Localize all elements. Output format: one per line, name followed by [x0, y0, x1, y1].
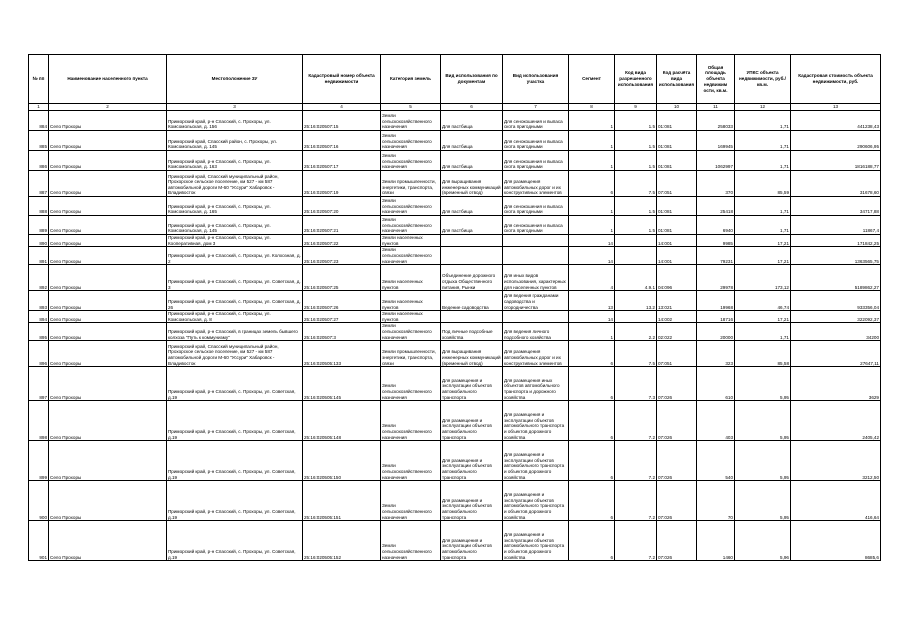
table-row — [29, 171, 881, 197]
column-number: 12 — [735, 104, 791, 111]
settlement-name-cell: Село Прохоры — [49, 291, 167, 311]
land-category-cell: Земли сельскохозяйственного назначения — [381, 401, 441, 441]
area-cell: 1062997 — [697, 151, 735, 171]
actual-use-cell: Для иных видов использования, характерных для населенных пунктов — [503, 265, 569, 291]
row-number-cell: 888 — [29, 197, 49, 216]
segment-cell: 14 — [569, 247, 615, 265]
upks-value-cell: 1,71 — [735, 197, 791, 216]
settlement-name-cell: Село Прохоры — [49, 235, 167, 247]
permitted-use-code-cell: 7.2 — [615, 441, 657, 481]
area-cell: 25418 — [697, 197, 735, 216]
actual-use-cell: Для сенокошения и выпаса скота пригодными — [503, 131, 569, 151]
column-number: 7 — [503, 104, 569, 111]
cadastral-number-cell: 25:16:020507:20 — [303, 197, 381, 216]
table-row — [29, 521, 881, 561]
use-by-documents-cell: Для пастбища — [441, 131, 503, 151]
use-by-documents-cell: Для выращивания инженерных коммуникаций (временный отвод) — [441, 341, 503, 367]
header-cell: Вид использования участка — [503, 55, 569, 104]
use-calc-code-cell: 07:026 — [657, 481, 697, 521]
column-number: 2 — [49, 104, 167, 111]
use-by-documents-cell — [441, 235, 503, 247]
settlement-name-cell: Село Прохоры — [49, 441, 167, 481]
actual-use-cell: Для размещения автомобильных дорог и их конструктивных элементов — [503, 341, 569, 367]
segment-cell: 6 — [569, 367, 615, 401]
header-cell: Наименование населенного пункта — [49, 55, 167, 104]
use-by-documents-cell: Под личные подсобные хозяйства — [441, 323, 503, 341]
settlement-name-cell: Село Прохоры — [49, 151, 167, 171]
segment-cell: 14 — [569, 311, 615, 323]
permitted-use-code-cell: 4.9.1 — [615, 265, 657, 291]
location-cell: Приморский край, Спасский муниципальный район, Прохорское сельское поселение, км 527 - км 587 автомобильной дороги М-60 "Уссури" Хабаровск - Владивосток — [167, 341, 303, 367]
use-by-documents-cell: Для пастбища — [441, 197, 503, 216]
settlement-name-cell: Село Прохоры — [49, 131, 167, 151]
segment-cell: 1 — [569, 131, 615, 151]
upks-value-cell: 17,21 — [735, 311, 791, 323]
settlement-name-cell: Село Прохоры — [49, 247, 167, 265]
header-cell: Сегмент — [569, 55, 615, 104]
location-cell: Приморский край, р-н Спасский, с. Прохоры, ул. Советская, д.19 — [167, 481, 303, 521]
column-number: 5 — [381, 104, 441, 111]
column-number: 9 — [615, 104, 657, 111]
table-row — [29, 311, 881, 323]
upks-value-cell: 85,58 — [735, 341, 791, 367]
upks-value-cell: 5,95 — [735, 441, 791, 481]
cadastral-value-cell: 171842,25 — [791, 235, 881, 247]
location-cell: Приморский край, р-н Спасский, с. Прохоры, ул. Комсомольская, д. 145 — [167, 216, 303, 235]
actual-use-cell: Для сенокошения и выпаса скота пригодными — [503, 216, 569, 235]
table-row — [29, 151, 881, 171]
land-category-cell: Земли сельскохозяйственного назначения — [381, 367, 441, 401]
cadastral-value-cell: 3629 — [791, 367, 881, 401]
cadastral-number-cell: 25:16:020507:3 — [303, 323, 381, 341]
location-cell: Приморский край, р-н Спасский, с. Прохоры, ул. Комсомольская, д. 163 — [167, 151, 303, 171]
land-category-cell: Земли населенных пунктов — [381, 311, 441, 323]
land-category-cell: Земли сельскохозяйственного назначения — [381, 247, 441, 265]
cadastral-number-cell: 25:16:020507:26 — [303, 291, 381, 311]
area-cell: 79231 — [697, 247, 735, 265]
land-category-cell: Земли промышленности, энергетики, транспорта, связи — [381, 171, 441, 197]
cadastral-number-cell: 25:16:020507:27 — [303, 311, 381, 323]
cadastral-number-cell: 25:16:020507:15 — [303, 111, 381, 131]
use-calc-code-cell: 01:081 — [657, 131, 697, 151]
table-header-row — [29, 55, 881, 104]
upks-value-cell: 85,59 — [735, 171, 791, 197]
use-by-documents-cell: Для выращивания инженерных коммуникаций (временный отвод) — [441, 171, 503, 197]
actual-use-cell: Для размещения автомобильных дорог и их конструктивных элементов — [503, 171, 569, 197]
use-calc-code-cell: 07:026 — [657, 521, 697, 561]
upks-value-cell: 46,74 — [735, 291, 791, 311]
use-calc-code-cell: 01:081 — [657, 151, 697, 171]
permitted-use-code-cell: 1.5 — [615, 197, 657, 216]
upks-value-cell: 1,71 — [735, 131, 791, 151]
row-number-cell: 898 — [29, 401, 49, 441]
table-row — [29, 481, 881, 521]
segment-cell: 13 — [569, 291, 615, 311]
settlement-name-cell: Село Прохоры — [49, 216, 167, 235]
land-category-cell: Земли сельскохозяйственного назначения — [381, 521, 441, 561]
cadastral-value-cell: 34200 — [791, 323, 881, 341]
use-calc-code-cell: 14:001 — [657, 235, 697, 247]
settlement-name-cell: Село Прохоры — [49, 265, 167, 291]
actual-use-cell: Для размещения иных объектов автомобильного транспорта и дорожного хозяйства — [503, 367, 569, 401]
table-row — [29, 441, 881, 481]
use-by-documents-cell: Ведение садоводства — [441, 291, 503, 311]
row-number-cell: 886 — [29, 151, 49, 171]
segment-cell: 6 — [569, 441, 615, 481]
area-cell: 9985 — [697, 235, 735, 247]
permitted-use-code-cell: 1.5 — [615, 216, 657, 235]
header-cell: Кадастровая стоимость объекта недвижимости, руб. — [791, 55, 881, 104]
table-row — [29, 323, 881, 341]
table-row — [29, 291, 881, 311]
cadastral-table — [28, 54, 881, 561]
location-cell: Приморский край, р-н Спасский, с. Прохоры, ул. Советская, д.19 — [167, 441, 303, 481]
row-number-cell: 893 — [29, 291, 49, 311]
area-cell: 370 — [697, 171, 735, 197]
permitted-use-code-cell: 1.5 — [615, 151, 657, 171]
land-category-cell: Земли населенных пунктов — [381, 291, 441, 311]
cadastral-number-cell: 25:16:020505:148 — [303, 401, 381, 441]
upks-value-cell: 17,21 — [735, 247, 791, 265]
location-cell: Приморский край, р-н Спасский, с. Прохоры, ул. Советская, д.19 — [167, 401, 303, 441]
segment-cell: 6 — [569, 481, 615, 521]
settlement-name-cell: Село Прохоры — [49, 401, 167, 441]
use-calc-code-cell: 07:051 — [657, 341, 697, 367]
row-number-cell: 885 — [29, 131, 49, 151]
land-category-cell: Земли населенных пунктов — [381, 265, 441, 291]
settlement-name-cell: Село Прохоры — [49, 111, 167, 131]
header-cell: Общая площадь объекта недвижим ости, кв.м. — [697, 55, 735, 104]
column-number: 11 — [697, 104, 735, 111]
land-category-cell: Земли сельскохозяйственного назначения — [381, 111, 441, 131]
cadastral-value-cell: 933356,04 — [791, 291, 881, 311]
upks-value-cell: 5,95 — [735, 401, 791, 441]
cadastral-value-cell: 31678,60 — [791, 171, 881, 197]
row-number-cell: 884 — [29, 111, 49, 131]
settlement-name-cell: Село Прохоры — [49, 341, 167, 367]
cadastral-value-cell: 8685,6 — [791, 521, 881, 561]
segment-cell: 14 — [569, 235, 615, 247]
column-number: 6 — [441, 104, 503, 111]
use-calc-code-cell: 02:022 — [657, 323, 697, 341]
permitted-use-code-cell: 7.5 — [615, 171, 657, 197]
row-number-cell: 897 — [29, 367, 49, 401]
area-cell: 19968 — [697, 291, 735, 311]
upks-value-cell: 5,95 — [735, 481, 791, 521]
table-row — [29, 111, 881, 131]
header-cell: Код вида разрешенного использования — [615, 55, 657, 104]
row-number-cell: 896 — [29, 341, 49, 367]
header-cell: № пп — [29, 55, 49, 104]
use-calc-code-cell: 01:081 — [657, 111, 697, 131]
upks-value-cell: 1,71 — [735, 151, 791, 171]
permitted-use-code-cell: 7.5 — [615, 341, 657, 367]
table-row — [29, 197, 881, 216]
use-calc-code-cell: 14:001 — [657, 247, 697, 265]
permitted-use-code-cell: 1.5 — [615, 131, 657, 151]
cadastral-number-cell: 25:16:020507:22 — [303, 235, 381, 247]
row-number-cell: 891 — [29, 247, 49, 265]
land-category-cell: Земли сельскохозяйственного назначения — [381, 323, 441, 341]
use-by-documents-cell: Для пастбища — [441, 111, 503, 131]
segment-cell: 4 — [569, 265, 615, 291]
permitted-use-code-cell — [615, 235, 657, 247]
segment-cell: 6 — [569, 341, 615, 367]
cadastral-number-cell: 25:16:020507:16 — [303, 131, 381, 151]
table-row — [29, 131, 881, 151]
use-by-documents-cell: Для размещения и эксплуатации объектов автомобильного транспорта — [441, 481, 503, 521]
settlement-name-cell: Село Прохоры — [49, 481, 167, 521]
location-cell: Приморский край, р-н Спасский, с. Прохоры, ул. Советская, д.19 — [167, 521, 303, 561]
header-cell: Кадастровый номер объекта недвижимости — [303, 55, 381, 104]
location-cell: Приморский край, р-н Спасский, в границах земель бывшего колхоза "Путь к коммунизму" — [167, 323, 303, 341]
area-cell: 323 — [697, 341, 735, 367]
location-cell: Приморский край, р-н Спасский, с. Прохоры, ул. Комсомольская, д. 8 — [167, 311, 303, 323]
land-category-cell: Земли сельскохозяйственного назначения — [381, 481, 441, 521]
cadastral-value-cell: 5189862,27 — [791, 265, 881, 291]
land-category-cell: Земли сельскохозяйственного назначения — [381, 441, 441, 481]
permitted-use-code-cell: 2.2 — [615, 323, 657, 341]
area-cell: 18716 — [697, 311, 735, 323]
use-calc-code-cell: 07:026 — [657, 441, 697, 481]
cadastral-number-cell: 25:16:020505:150 — [303, 441, 381, 481]
use-calc-code-cell: 14:002 — [657, 311, 697, 323]
actual-use-cell — [503, 235, 569, 247]
cadastral-number-cell: 25:16:020507:17 — [303, 151, 381, 171]
location-cell: Приморский край, р-н Спасский, с. Прохоры, ул. Комсомольская, д. 156 — [167, 111, 303, 131]
use-by-documents-cell: Для размещения и эксплуатации объектов автомобильного транспорта — [441, 521, 503, 561]
area-cell: 610 — [697, 367, 735, 401]
row-number-cell: 899 — [29, 441, 49, 481]
segment-cell: 1 — [569, 323, 615, 341]
use-calc-code-cell: 04:096 — [657, 265, 697, 291]
permitted-use-code-cell — [615, 311, 657, 323]
use-by-documents-cell: Для размещения и эксплуатации объектов автомобильного транспорта — [441, 441, 503, 481]
actual-use-cell: Для сенокошения и выпаса скота пригодными — [503, 111, 569, 131]
actual-use-cell: Для размещения и эксплуатации объектов автомобильного транспорта и объектов дорожного хозяйства — [503, 441, 569, 481]
area-cell: 1460 — [697, 521, 735, 561]
use-calc-code-cell: 13:021 — [657, 291, 697, 311]
cadastral-number-cell: 25:16:020507:23 — [303, 247, 381, 265]
column-number: 1 — [29, 104, 49, 111]
cadastral-number-cell: 25:16:020505:145 — [303, 367, 381, 401]
actual-use-cell: Для размещения и эксплуатации объектов автомобильного транспорта и объектов дорожного хозяйства — [503, 521, 569, 561]
upks-value-cell: 1,71 — [735, 216, 791, 235]
cadastral-number-cell: 25:16:020505:152 — [303, 521, 381, 561]
row-number-cell: 892 — [29, 265, 49, 291]
column-number: 4 — [303, 104, 381, 111]
cadastral-value-cell: 441238,43 — [791, 111, 881, 131]
land-category-cell: Земли населенных пунктов — [381, 235, 441, 247]
use-calc-code-cell: 01:081 — [657, 216, 697, 235]
permitted-use-code-cell: 7.3 — [615, 367, 657, 401]
permitted-use-code-cell — [615, 247, 657, 265]
area-cell: 70 — [697, 481, 735, 521]
column-number-row — [29, 104, 881, 111]
cadastral-value-cell: 1816188,77 — [791, 151, 881, 171]
segment-cell: 1 — [569, 151, 615, 171]
use-by-documents-cell: Для пастбища — [441, 216, 503, 235]
use-by-documents-cell: Объединение дорожного отдыха Общественного питания, Рынки — [441, 265, 503, 291]
cadastral-value-cell: 2405,42 — [791, 401, 881, 441]
segment-cell: 6 — [569, 521, 615, 561]
land-category-cell: Земли промышленности, энергетики, транспорта, связи — [381, 341, 441, 367]
upks-value-cell: 17,21 — [735, 235, 791, 247]
area-cell: 258033 — [697, 111, 735, 131]
actual-use-cell — [503, 247, 569, 265]
land-category-cell: Земли сельскохозяйственного назначения — [381, 131, 441, 151]
land-category-cell: Земли сельскохозяйственного назначения — [381, 216, 441, 235]
upks-value-cell: 1,71 — [735, 111, 791, 131]
use-calc-code-cell: 07:051 — [657, 171, 697, 197]
area-cell: 20000 — [697, 323, 735, 341]
location-cell: Приморский край, р-н Спасский, с. Прохоры, ул. Комсомольская, д. 165 — [167, 197, 303, 216]
location-cell: Приморский край, р-н Спасский, с. Прохоры, ул. Колхозная, д. 2 — [167, 247, 303, 265]
location-cell: Приморский край, Спасский муниципальный район, Прохорское сельское поселение, км 527 - км 587 автомобильной дороги М-60 "Уссури" Хабаровск - Владивосток — [167, 171, 303, 197]
segment-cell: 1 — [569, 111, 615, 131]
table-row — [29, 341, 881, 367]
row-number-cell: 894 — [29, 311, 49, 323]
land-category-cell: Земли сельскохозяйственного назначения — [381, 151, 441, 171]
segment-cell: 6 — [569, 401, 615, 441]
column-number: 10 — [657, 104, 697, 111]
permitted-use-code-cell: 7.2 — [615, 401, 657, 441]
actual-use-cell: Для ведения личного подсобного хозяйства — [503, 323, 569, 341]
cadastral-number-cell: 25:16:020505:151 — [303, 481, 381, 521]
header-cell: Местоположение ЗУ — [167, 55, 303, 104]
location-cell: Приморский край, р-н Спасский, с. Прохоры, ул. Советская, д.19 — [167, 367, 303, 401]
location-cell: Приморский край, р-н Спасский, с. Прохоры, ул. Советская, д. 3 — [167, 265, 303, 291]
permitted-use-code-cell: 7.2 — [615, 481, 657, 521]
table-row — [29, 216, 881, 235]
area-cell: 29978 — [697, 265, 735, 291]
cadastral-value-cell: 1363565,75 — [791, 247, 881, 265]
cadastral-value-cell: 27647,11 — [791, 341, 881, 367]
settlement-name-cell: Село Прохоры — [49, 521, 167, 561]
location-cell: Приморский край, Спасский район, с. Прохоры, ул. Комсомольская, д. 145 — [167, 131, 303, 151]
area-cell: 540 — [697, 441, 735, 481]
segment-cell: 1 — [569, 197, 615, 216]
cadastral-value-cell: 34717,88 — [791, 197, 881, 216]
use-calc-code-cell: 07:026 — [657, 401, 697, 441]
cadastral-value-cell: 3212,50 — [791, 441, 881, 481]
row-number-cell: 901 — [29, 521, 49, 561]
settlement-name-cell: Село Прохоры — [49, 323, 167, 341]
use-calc-code-cell: 01:081 — [657, 197, 697, 216]
area-cell: 403 — [697, 401, 735, 441]
row-number-cell: 887 — [29, 171, 49, 197]
settlement-name-cell: Село Прохоры — [49, 367, 167, 401]
cadastral-value-cell: 416,64 — [791, 481, 881, 521]
permitted-use-code-cell: 1.5 — [615, 111, 657, 131]
upks-value-cell: 5,96 — [735, 521, 791, 561]
segment-cell: 6 — [569, 171, 615, 197]
actual-use-cell: Для ведения гражданами садоводства и огородничества — [503, 291, 569, 311]
header-cell: Категория земель — [381, 55, 441, 104]
area-cell: 6940 — [697, 216, 735, 235]
location-cell: Приморский край, р-н Спасский, с. Прохоры, ул. Кооперативная, дом 3 — [167, 235, 303, 247]
table-body — [29, 111, 881, 561]
column-number: 13 — [791, 104, 881, 111]
settlement-name-cell: Село Прохоры — [49, 171, 167, 197]
table-row — [29, 247, 881, 265]
use-calc-code-cell: 07:026 — [657, 367, 697, 401]
cadastral-value-cell: 322092,37 — [791, 311, 881, 323]
upks-value-cell: 1,71 — [735, 323, 791, 341]
cadastral-number-cell: 25:16:020507:21 — [303, 216, 381, 235]
settlement-name-cell: Село Прохоры — [49, 197, 167, 216]
use-by-documents-cell: Для пастбища — [441, 151, 503, 171]
cadastral-value-cell: 290606,95 — [791, 131, 881, 151]
upks-value-cell: 173,12 — [735, 265, 791, 291]
row-number-cell: 900 — [29, 481, 49, 521]
column-number: 3 — [167, 104, 303, 111]
cadastral-table-sheet — [28, 54, 880, 561]
permitted-use-code-cell: 7.2 — [615, 521, 657, 561]
actual-use-cell: Для размещения и эксплуатации объектов автомобильного транспорта и объектов дорожного хозяйства — [503, 481, 569, 521]
actual-use-cell: Для размещения и эксплуатации объектов автомобильного транспорта и объектов дорожного хозяйства — [503, 401, 569, 441]
actual-use-cell: Для сенокошения и выпаса скота пригодными — [503, 197, 569, 216]
header-cell: Код расчёта вида использования — [657, 55, 697, 104]
cadastral-value-cell: 11867,4 — [791, 216, 881, 235]
upks-value-cell: 5,95 — [735, 367, 791, 401]
cadastral-number-cell: 25:16:020507:25 — [303, 265, 381, 291]
row-number-cell: 895 — [29, 323, 49, 341]
use-by-documents-cell: Для размещения и эксплуатации объектов автомобильного транспорта — [441, 401, 503, 441]
permitted-use-code-cell: 13.2 — [615, 291, 657, 311]
land-category-cell: Земли сельскохозяйственного назначения — [381, 197, 441, 216]
area-cell: 169945 — [697, 131, 735, 151]
cadastral-number-cell: 25:16:020507:19 — [303, 171, 381, 197]
table-row — [29, 235, 881, 247]
location-cell: Приморский край, р-н Спасский, с. Прохоры, ул. Советская, д. 26 — [167, 291, 303, 311]
segment-cell: 1 — [569, 216, 615, 235]
header-cell: УПКС объекта недвижимости, руб./кв.м. — [735, 55, 791, 104]
table-row — [29, 265, 881, 291]
use-by-documents-cell — [441, 247, 503, 265]
cadastral-number-cell: 25:16:020505:133 — [303, 341, 381, 367]
use-by-documents-cell — [441, 311, 503, 323]
header-cell: Вид использования по документам — [441, 55, 503, 104]
row-number-cell: 889 — [29, 216, 49, 235]
settlement-name-cell: Село Прохоры — [49, 311, 167, 323]
row-number-cell: 890 — [29, 235, 49, 247]
table-row — [29, 367, 881, 401]
actual-use-cell — [503, 311, 569, 323]
column-number: 8 — [569, 104, 615, 111]
table-row — [29, 401, 881, 441]
use-by-documents-cell: Для размещения и эксплуатации объектов автомобильного транспорта — [441, 367, 503, 401]
actual-use-cell: Для сенокошения и выпаса скота пригодными — [503, 151, 569, 171]
